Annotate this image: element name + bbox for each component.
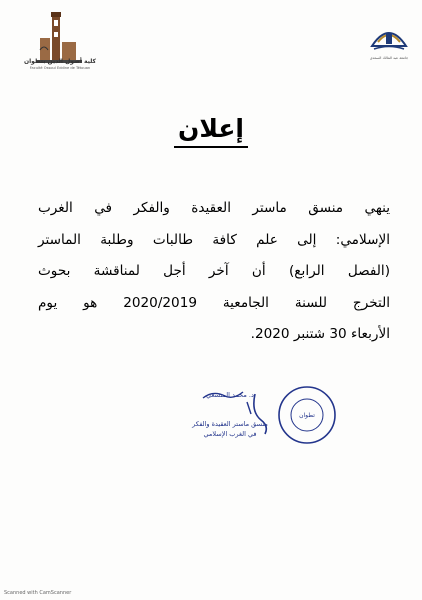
body-line: التخرج للسنة الجامعية 2020/2019 هو يوم: [38, 294, 390, 311]
signature-name: د. محمد المنسعي: [206, 391, 254, 399]
faculty-logo-caption: كلية أصول الدين بتطوان Faculté Ossoul Eddine de Tétouan: [23, 58, 97, 70]
scanner-watermark: Scanned with CamScanner: [4, 590, 72, 596]
signature-role: في الغرب الإسلامي: [203, 430, 257, 438]
body-line: ينهي منسق ماستر العقيدة والفكر في الغرب: [38, 200, 390, 216]
body-line: (الفصل الرابع) أن آخر أجل لمناقشة بحوث: [38, 263, 390, 279]
body-line: الأربعاء 30 شتنبر 2020.: [250, 326, 390, 342]
signature-role: منسق ماستر العقيدة والفكر: [192, 420, 268, 428]
university-logo-caption: جامعة عبد المالك السعدي: [369, 56, 409, 60]
university-logo: [368, 16, 410, 54]
page-title: إعلان: [0, 114, 422, 143]
stamp-center-text: تطوان: [299, 412, 315, 419]
announcement-body: [38, 193, 390, 351]
body-line: الإسلامي: إلى علم كافة طالبات وطلبة الماستر: [38, 231, 390, 248]
official-stamp: [276, 384, 338, 446]
